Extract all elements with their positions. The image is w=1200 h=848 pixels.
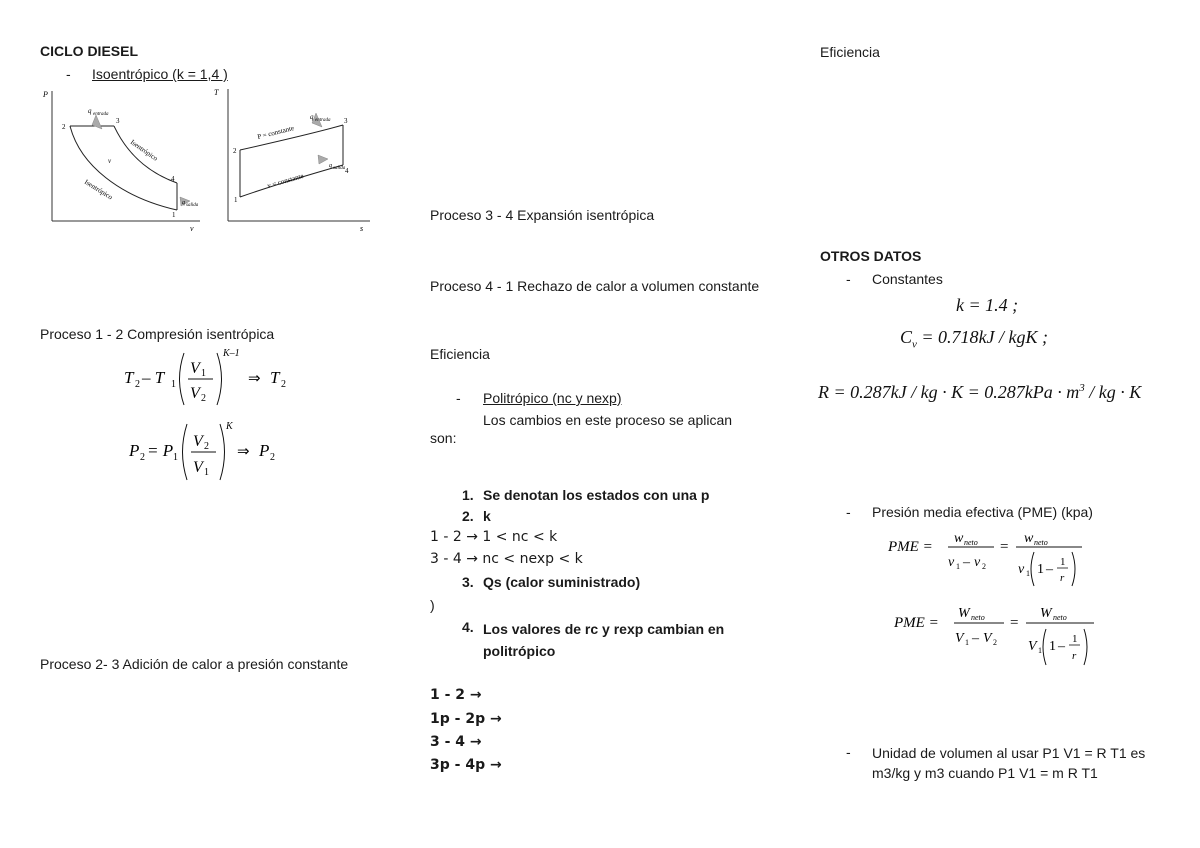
svg-text:–: – bbox=[963, 555, 970, 570]
svg-text:⇒: ⇒ bbox=[237, 444, 250, 460]
svg-text:– T: – T bbox=[142, 368, 165, 387]
eficiencia-label-col3: Eficiencia bbox=[820, 44, 880, 60]
proceso-2-3-text: Proceso 2- 3 Adición de calor a presión constante bbox=[40, 656, 349, 672]
state-1-label: 1 bbox=[172, 211, 176, 219]
svg-text:2: 2 bbox=[204, 441, 209, 452]
bullet-dash: - bbox=[846, 504, 851, 520]
svg-text:1: 1 bbox=[956, 562, 960, 571]
formula-p2 bbox=[125, 418, 325, 482]
p-const-label: P = constante bbox=[256, 124, 295, 141]
v-axis-label: v bbox=[190, 224, 194, 233]
svg-text:v: v bbox=[974, 555, 981, 570]
formula-pme-uppercase bbox=[892, 597, 1102, 672]
ts-q-salida-label: q bbox=[329, 163, 332, 169]
state-3-label: 3 bbox=[116, 117, 120, 125]
svg-text:2: 2 bbox=[982, 562, 986, 571]
formula-r: R = 0.287kJ / kg · $K = 0.287kPa \cdot m^3$ / kg · K bbox=[818, 382, 1142, 402]
arrow-row-1: 1 - 2 → bbox=[430, 687, 482, 703]
proceso-4-1-text: Proceso 4 - 1 Rechazo de calor a volumen constante bbox=[430, 278, 760, 294]
pv-diagram bbox=[40, 85, 205, 235]
constantes-label: Constantes bbox=[872, 271, 943, 287]
state-4-label: 4 bbox=[171, 175, 175, 183]
list-number-3: 3. bbox=[462, 574, 474, 590]
svg-text:PME =: PME = bbox=[888, 539, 933, 555]
list-item-1: Se denotan los estados con una p bbox=[483, 487, 710, 503]
svg-text:V: V bbox=[190, 360, 200, 377]
svg-text:⇒: ⇒ bbox=[248, 371, 261, 387]
bullet-dash: - bbox=[456, 390, 461, 406]
proceso-3-4-text: Proceso 3 - 4 Expansión isentrópica bbox=[430, 207, 655, 223]
t-axis-label: T bbox=[214, 88, 219, 97]
svg-text:1: 1 bbox=[1026, 569, 1030, 578]
subtitle-isoentropico: Isoentrópico (k = 1,4 ) bbox=[92, 66, 228, 82]
svg-text:–: – bbox=[1058, 639, 1065, 654]
svg-text:1: 1 bbox=[201, 368, 206, 379]
svg-text:w: w bbox=[1024, 531, 1034, 546]
svg-text:2: 2 bbox=[281, 379, 286, 390]
q-entrada-label: q bbox=[88, 107, 92, 115]
formula-cv: $C_v = 0.718kJ$ / kgK ; bbox=[900, 327, 1049, 351]
svg-text:–: – bbox=[1046, 562, 1053, 577]
svg-text:PME =: PME = bbox=[894, 615, 939, 631]
ts-state-3-label: 3 bbox=[344, 117, 348, 125]
ts-state-1-label: 1 bbox=[234, 196, 238, 204]
arrow-row-3: 3 - 4 → bbox=[430, 734, 482, 750]
svg-text:= P: = P bbox=[147, 441, 174, 460]
bullet-dash: - bbox=[66, 66, 71, 82]
svg-text:1: 1 bbox=[171, 379, 176, 390]
svg-text:V: V bbox=[955, 631, 964, 646]
svg-text:T: T bbox=[124, 368, 134, 387]
svg-text:K–1: K–1 bbox=[223, 348, 240, 359]
svg-text:2: 2 bbox=[993, 638, 997, 647]
pme-label: Presión media efectiva (PME) (kpa) bbox=[872, 504, 1093, 520]
p-axis-label: P bbox=[43, 90, 48, 99]
ts-q-entrada-sub: entrada bbox=[315, 118, 331, 123]
svg-text:P: P bbox=[129, 441, 140, 460]
q-entrada-sub: entrada bbox=[93, 112, 109, 117]
subtitle-politropico: Politrópico (nc y nexp) bbox=[483, 390, 622, 406]
arrow-row-4: 3p - 4p → bbox=[430, 757, 502, 773]
list-number-2: 2. bbox=[462, 508, 474, 524]
proceso-1-2-text: Proceso 1 - 2 Compresión isentrópica bbox=[40, 326, 275, 342]
list-item-3: Qs (calor suministrado) bbox=[483, 574, 641, 590]
arrow-row-2: 1p - 2p → bbox=[430, 711, 502, 727]
section-title-ciclo-diesel: CICLO DIESEL bbox=[40, 43, 139, 59]
svg-text:w: w bbox=[954, 531, 964, 546]
svg-text:neto: neto bbox=[964, 538, 978, 547]
list-number-1: 1. bbox=[462, 487, 474, 503]
svg-text:1: 1 bbox=[1072, 633, 1078, 645]
q-salida-label: q bbox=[182, 200, 185, 206]
svg-text:1: 1 bbox=[1049, 639, 1056, 654]
svg-text:1: 1 bbox=[173, 452, 178, 463]
formula-k: k = 1.4 ; bbox=[956, 295, 1019, 315]
rule-3-4: 3 - 4 → nc < nexp < k bbox=[430, 551, 583, 567]
svg-text:v: v bbox=[948, 555, 955, 570]
ts-state-2-label: 2 bbox=[233, 147, 237, 155]
svg-text:=: = bbox=[1010, 615, 1019, 631]
bullet-dash: - bbox=[846, 744, 851, 760]
svg-text:2: 2 bbox=[140, 452, 145, 463]
politropico-description: Los cambios en este proceso se aplican son: bbox=[430, 412, 733, 446]
svg-text:T: T bbox=[270, 368, 280, 387]
svg-text:v: v bbox=[1018, 562, 1025, 577]
isentropic-label-lower: Isentrópico bbox=[82, 177, 114, 202]
state-2-label: 2 bbox=[62, 123, 66, 131]
svg-text:2: 2 bbox=[270, 452, 275, 463]
svg-text:1: 1 bbox=[204, 467, 209, 478]
list-item-4: Los valores de rc y rexp cambian en politrópico bbox=[483, 621, 725, 659]
svg-text:r: r bbox=[1060, 572, 1065, 584]
list-item-2: k bbox=[483, 508, 491, 524]
svg-text:K: K bbox=[226, 421, 233, 432]
svg-text:neto: neto bbox=[1034, 538, 1048, 547]
svg-text:2: 2 bbox=[201, 393, 206, 404]
svg-text:V: V bbox=[193, 433, 203, 450]
svg-text:r: r bbox=[1072, 650, 1077, 662]
svg-text:1: 1 bbox=[1037, 562, 1044, 577]
svg-text:=: = bbox=[1000, 539, 1009, 555]
v-work-label: v bbox=[108, 157, 112, 165]
svg-text:–: – bbox=[972, 631, 979, 646]
ts-q-entrada-label: q bbox=[310, 113, 314, 121]
svg-text:V: V bbox=[193, 459, 203, 476]
svg-text:V: V bbox=[1028, 639, 1037, 654]
unidad-volumen-text: Unidad de volumen al usar P1 V1 = R T1 es m3/kg y m3 cuando P1 V1 = m R T1 bbox=[872, 745, 1146, 781]
svg-text:1: 1 bbox=[965, 638, 969, 647]
bullet-dash: - bbox=[846, 271, 851, 287]
rule-1-2: 1 - 2 → 1 < nc < k bbox=[430, 529, 558, 545]
isentropic-label-upper: Isentrópico bbox=[128, 138, 160, 163]
list-number-4: 4. bbox=[462, 619, 474, 635]
svg-text:neto: neto bbox=[971, 613, 985, 622]
eficiencia-label-col2: Eficiencia bbox=[430, 346, 490, 362]
stray-paren: ) bbox=[430, 597, 435, 613]
svg-text:1: 1 bbox=[1060, 556, 1066, 568]
section-title-otros-datos: OTROS DATOS bbox=[820, 248, 922, 264]
ts-q-salida-sub: salida bbox=[333, 166, 346, 171]
svg-text:W: W bbox=[1040, 606, 1052, 621]
v-const-label: v = constante bbox=[266, 171, 305, 190]
ts-state-4-label: 4 bbox=[345, 167, 349, 175]
svg-text:1: 1 bbox=[1038, 646, 1042, 655]
ts-diagram bbox=[210, 85, 375, 235]
svg-text:neto: neto bbox=[1053, 613, 1067, 622]
q-salida-sub: salida bbox=[186, 203, 199, 208]
svg-text:W: W bbox=[958, 606, 970, 621]
s-axis-label: s bbox=[360, 224, 364, 233]
svg-text:2: 2 bbox=[135, 379, 140, 390]
formula-pme-lowercase bbox=[886, 522, 1096, 592]
formula-t2 bbox=[120, 345, 320, 407]
svg-text:V: V bbox=[190, 385, 200, 402]
svg-text:P: P bbox=[259, 441, 270, 460]
svg-text:V: V bbox=[983, 631, 992, 646]
